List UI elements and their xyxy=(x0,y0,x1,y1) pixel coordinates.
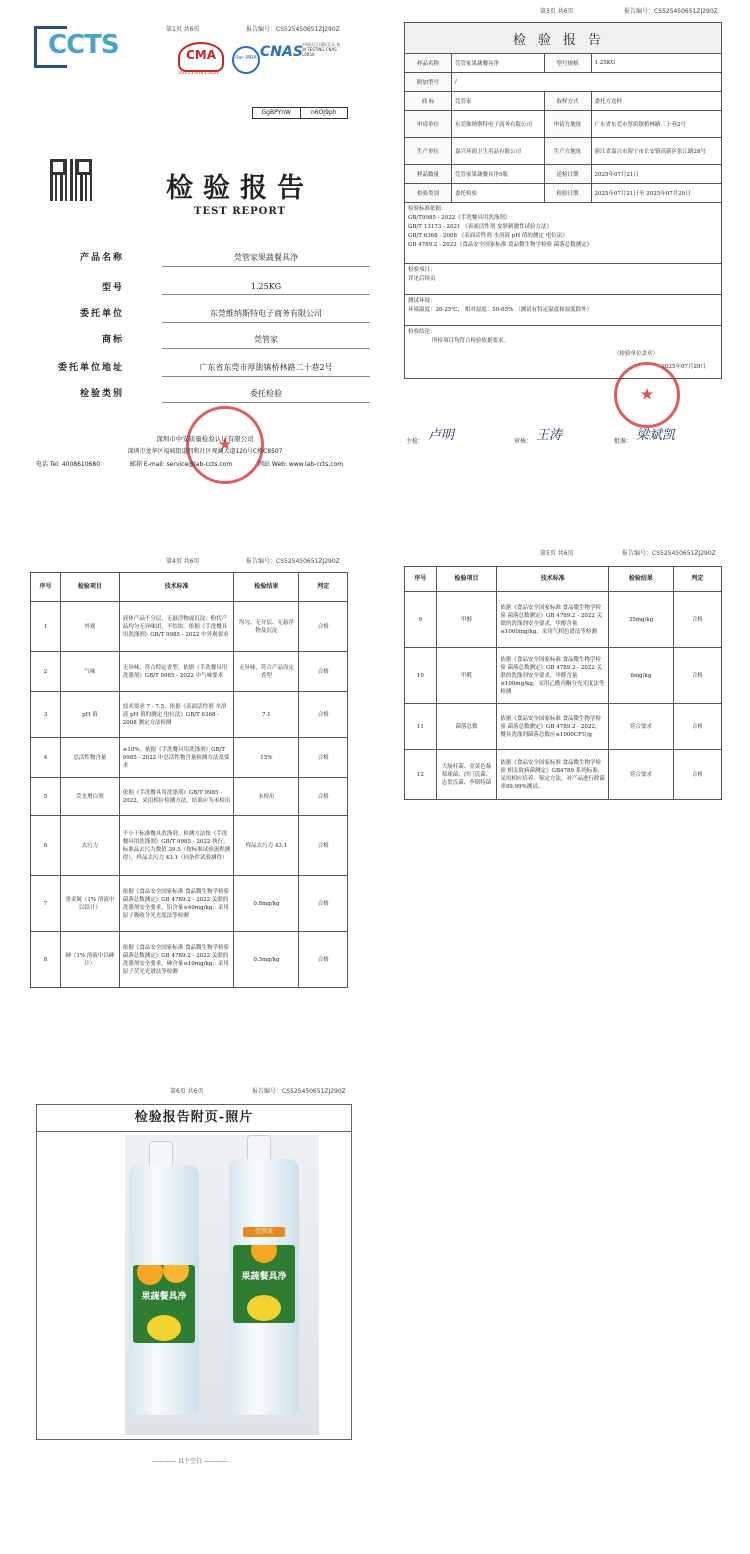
table-row: 10 甲醛 依据《食品安全国家标准 食品微生物学检验 菌落总数测定》GB 4789.2 - 2022 关联的洗涤剂安全要求，甲醛含量≤100mg/kg，采用乙酰丙酮分光光度法等检测 8mg/kg 合格 xyxy=(405,648,722,704)
report-number: 报告编号：CS525450651ZJ290Z xyxy=(622,550,716,557)
field-client-address: 委托单位地址 广东省东莞市厚街镇桥林路二十巷2号 xyxy=(40,356,340,378)
inspector-signature: 卢明 xyxy=(428,428,455,443)
table-row: 生产单位 嘉兴环润卫生用品有限公司 生产方地址 浙江省嘉兴市海宁市长安镇高新区张江路28号 xyxy=(405,138,722,165)
results-page-5 xyxy=(400,540,750,1040)
col-no: 序号 xyxy=(31,573,61,602)
cma-number: 2021190815831 xyxy=(178,70,220,76)
verification-code-1: GgBPYnW xyxy=(253,108,301,118)
end-of-report-note: ———— 以下空白 ———— xyxy=(152,1458,228,1465)
report-number: 报告编号：CS525450651ZJ290Z xyxy=(246,558,340,565)
reviewer-signature: 王涛 xyxy=(536,428,563,443)
approver-signature: 梁斌凯 xyxy=(636,428,676,443)
official-seal-icon xyxy=(186,406,264,484)
photo-frame xyxy=(36,1104,352,1440)
cnas-mark-icon: CNAS xyxy=(260,44,303,60)
standards-block: 检验标准依据： GB/T9985 - 2022《手洗餐具用洗涤剂》 GB/T 13173 - 2021 《表面活性剂 皮肤刺激性试验方法》 GB/T 6368 - 2008 《表面活性剂 水溶液 pH 值的测定 电位法》 GB 4789.2 - 2022《食品安全国家标准 食品微生物学检验 菌落总数测定》 xyxy=(405,203,722,264)
conclusion-block: 检验结论： 所检项目均符合检验依据要求。 （检验单位盖章） 2025年07月29日 xyxy=(405,326,722,379)
bottle-left xyxy=(129,1165,199,1415)
col-verdict: 判定 xyxy=(299,573,348,602)
table-row: 检验类别 委托检验 检验日期 2025年07月21日至 2025年07月29日 xyxy=(405,184,722,203)
logo-text: CCTS xyxy=(48,30,119,60)
col-no: 序号 xyxy=(405,567,437,592)
approver-label: 批准： xyxy=(614,438,633,445)
photo-title: 检验报告附页-照片 xyxy=(37,1105,351,1132)
product-photo xyxy=(125,1135,319,1435)
certification-marks xyxy=(178,42,340,74)
lab-phone: 电话 Tel: 4008610680 xyxy=(36,461,101,468)
report-cover-page xyxy=(0,0,374,530)
environment-block: 测试环境： 环境温度：20-25℃， 相对湿度：50-65% （测试有特定温度和湿度除外） xyxy=(405,295,722,326)
verification-code-2: n6OJ9ph xyxy=(310,109,337,116)
page-number: 第6页 共6页 xyxy=(170,1088,204,1095)
table-row: 3 pH 值 技术要求 7 - 7.5。依据《表面活性剂 水溶液 pH 值的测定 电位法》GB/T 6368 - 2008 测定方法检测 7.1 合格 xyxy=(31,692,348,738)
field-product-name: 产品名称 莞管家果蔬餐具净 xyxy=(40,246,340,268)
table-row: 4 总活性物含量 ≥10%。依据《手洗餐具用洗涤剂》GB/T 9985 - 2022 中总活性物含量检测方法及要求 15% 合格 xyxy=(31,738,348,778)
col-item: 检验项目 xyxy=(436,567,497,592)
col-result: 检验结果 xyxy=(234,573,299,602)
bottle-label: 果蔬餐具净 xyxy=(133,1265,195,1343)
inspector-label: 主检： xyxy=(406,438,425,445)
report-number: 报告编号：CS525450651ZJ290Z xyxy=(624,8,718,15)
page-number: 第5页 共6页 xyxy=(540,550,574,557)
table-row: 5 荧光增白剂 依据《手洗餐具用洗涤剂》GB/T 9985 - 2022，采用相应检测方法，结果应为未检出 未检出 合格 xyxy=(31,778,348,816)
table-row: 8 砷（1% 溶液中以砷计） 依据《食品安全国家标准 食品微生物学检验 菌落总数测定》GB 4789.2 - 2022 关联的洗涤剂安全要求，砷含量≤10mg/kg，采用原子荧光光谱法等检测 0.3mg/kg 合格 xyxy=(31,932,348,988)
page-number: 第3页 共6页 xyxy=(540,8,574,15)
lab-name: 深圳市中安质量检验认证有限公司 xyxy=(156,435,254,443)
table-row: 1 外观 液体产品不分层，无悬浮物或沉淀；粉状产品均匀无异味团，不结块。依据《手洗餐具用洗涤剂》GB/T 9985 - 2022 中外观要求 均匀、无分层、无悬浮物及沉淀 合格 xyxy=(31,602,348,652)
table-row: 7 重金属（1% 溶液中以铅计） 依据《食品安全国家标准 食品微生物学检验 菌落总数测定》GB 4789.2 - 2022 关联的洗涤剂安全要求，铅含量≤40mg/kg，采用原子吸收分光光度法等检测 0.8mg/kg 合格 xyxy=(31,876,348,932)
table-row: 9 甲醇 依据《食品安全国家标准 食品微生物学检验 菌落总数测定》GB 4789.2 - 2022 关联的洗涤剂安全要求，甲醇含量≤1000mg/kg，采用气相色谱法等检测 35mg/kg 合格 xyxy=(405,592,722,648)
brand-tag: 莞管家 xyxy=(243,1227,285,1237)
pump-icon xyxy=(247,1135,271,1161)
col-item: 检验项目 xyxy=(60,573,119,602)
summary-title: 检验报告 xyxy=(405,23,722,54)
cnas-caption: 中国认可 国际互认 检测 TESTING CNAS L0050 xyxy=(302,42,341,57)
lab-website[interactable]: 网站 Web: www.lab-ccts.com xyxy=(258,461,344,468)
pump-icon xyxy=(149,1141,173,1167)
field-trademark: 商标 莞管家 xyxy=(40,328,340,350)
bottle-label: 果蔬餐具净 xyxy=(233,1245,295,1323)
table-row: 样品数量 莞管家果蔬餐具净5瓶 送检日期 2025年07月21日 xyxy=(405,165,722,184)
summary-table xyxy=(404,22,722,379)
lab-address: 深圳市龙华区福城街道四和社区观澜大道120号C栋C8507 xyxy=(127,448,283,455)
photo-appendix-page xyxy=(0,1070,374,1554)
report-subtitle: TEST REPORT xyxy=(194,206,286,217)
cma-mark-icon: CMA xyxy=(178,42,224,72)
ccts-logo xyxy=(34,26,119,70)
table-row: 12 大肠杆菌、金黄色葡萄球菌、沙门氏菌、志贺氏菌、李斯特菌 依据《食品安全国家标准 食品微生物学检验 相关致病菌测定》GB4789 系列标准，采用相应培养、鉴定方法，对产品进行除菌率99.99%测试。 符合要求 合格 xyxy=(405,750,722,800)
qr-code-icon[interactable] xyxy=(50,159,92,201)
lab-email[interactable]: 邮箱 E-mail: service@lab-ccts.com xyxy=(130,461,233,468)
bottle-right xyxy=(229,1159,299,1415)
results-page-4 xyxy=(0,540,374,1060)
page-number: 第4页 共6页 xyxy=(166,558,200,565)
field-client: 委托单位 东莞维纳斯特电子商务有限公司 xyxy=(40,302,340,324)
table-row: 样品名称 莞管家果蔬餐具净 型号规格 1.25KG xyxy=(405,54,722,73)
verification-codes xyxy=(252,107,348,119)
report-summary-page xyxy=(400,0,750,460)
col-result: 检验结果 xyxy=(609,567,674,592)
report-number: 报告编号：CS525450651ZJ290Z xyxy=(252,1088,346,1095)
table-row: 11 菌落总数 依据《食品安全国家标准 食品微生物学检验 菌落总数测定》GB 4789.2 - 2022，餐具洗涤剂菌落总数应≤1000CFU/g 符合要求 合格 xyxy=(405,704,722,750)
page-number: 第1页 共6页 xyxy=(166,26,200,33)
items-block: 检验项目： 详见后续页 xyxy=(405,264,722,295)
results-table xyxy=(30,572,348,988)
reviewer-label: 审核： xyxy=(514,438,533,445)
table-row: 商 标 莞管家 取样方式 委托方送样 xyxy=(405,92,722,111)
results-table xyxy=(404,566,722,800)
field-model: 型号 1.25KG xyxy=(40,276,340,298)
table-row: 2 气味 无异味、符合特定香型。依据《手洗餐具用洗涤剂》GB/T 9985 - 2022 中气味要求 无异味，符合产品设定香型 合格 xyxy=(31,652,348,692)
inspection-seal-icon xyxy=(614,362,680,428)
report-number: 报告编号：CS525450651ZJ290Z xyxy=(246,26,340,33)
col-standard: 技术标准 xyxy=(119,573,234,602)
table-row: 6 去污力 不小于标准餐具洗涤剂。检测方法按《手洗餐具用洗涤剂》GB/T 9985 - 2022 执行，标准品去污力数值 39.5（按标准试验流程测得），样品去污力 43.1（同条件试验测得） 样品去污力 43.1 合格 xyxy=(31,816,348,876)
ilac-mra-icon: ilac-MRA xyxy=(232,46,260,74)
col-verdict: 判定 xyxy=(673,567,721,592)
signature-row xyxy=(404,424,724,450)
field-test-type: 检验类别 委托检验 xyxy=(40,382,340,404)
report-title: 检验报告 xyxy=(166,173,314,204)
table-row: 附加型号 / xyxy=(405,73,722,92)
col-standard: 技术标准 xyxy=(497,567,609,592)
table-row: 申请单位 东莞维纳斯特电子商务有限公司 申请方地址 广东省东莞市厚街镇桥林路二十巷2号 xyxy=(405,111,722,138)
